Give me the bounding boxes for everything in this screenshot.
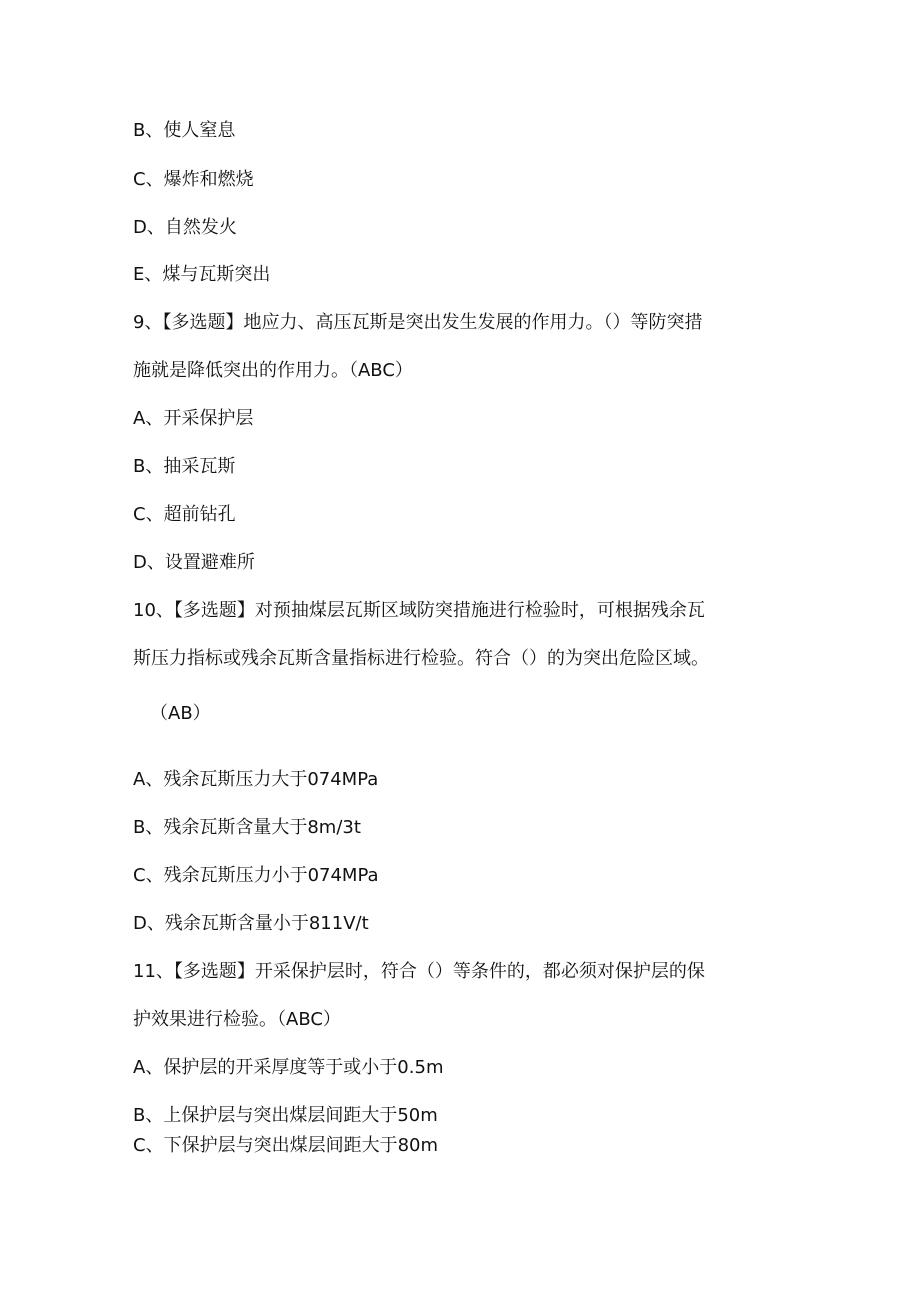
question-11-line-1: 11、【多选题】开采保护层时，符合（）等条件的，都必须对保护层的保 — [133, 961, 705, 982]
option-b-q10: B、残余瓦斯含量大于8m∕3t — [133, 817, 361, 838]
option-b-q8: B、使人窒息 — [133, 120, 236, 141]
option-b-q11: B、上保护层与突出煤层间距大于50m — [133, 1105, 438, 1126]
option-d-q8: D、自然发火 — [133, 217, 237, 238]
question-9-line-2: 施就是降低突出的作用力。（ABC） — [133, 360, 413, 381]
option-c-q11: C、下保护层与突出煤层间距大于80m — [133, 1135, 439, 1156]
option-b-q9: B、抽采瓦斯 — [133, 456, 236, 477]
option-d-q9: D、设置避难所 — [133, 552, 255, 573]
question-10-line-2: 斯压力指标或残余瓦斯含量指标进行检验。符合（）的为突出危险区域。 — [133, 648, 709, 669]
option-d-q10: D、残余瓦斯含量小于811V∕t — [133, 913, 369, 934]
question-9-line-1: 9、【多选题】地应力、高压瓦斯是突出发生发展的作用力。（）等防突措 — [133, 312, 703, 333]
question-11-line-2: 护效果进行检验。（ABC） — [133, 1009, 341, 1030]
option-c-q8: C、爆炸和燃烧 — [133, 169, 254, 190]
option-c-q10: C、残余瓦斯压力小于074MPa — [133, 865, 379, 886]
question-10-answer: （AB） — [150, 703, 211, 724]
option-a-q9: A、开采保护层 — [133, 408, 254, 429]
option-e-q8: E、煤与瓦斯突出 — [133, 264, 271, 285]
option-c-q9: C、超前钻孔 — [133, 504, 236, 525]
option-a-q10: A、残余瓦斯压力大于074MPa — [133, 769, 379, 790]
question-10-line-1: 10、【多选题】对预抽煤层瓦斯区域防突措施进行检验时，可根据残余瓦 — [133, 600, 705, 621]
option-a-q11: A、保护层的开采厚度等于或小于0.5m — [133, 1057, 444, 1078]
